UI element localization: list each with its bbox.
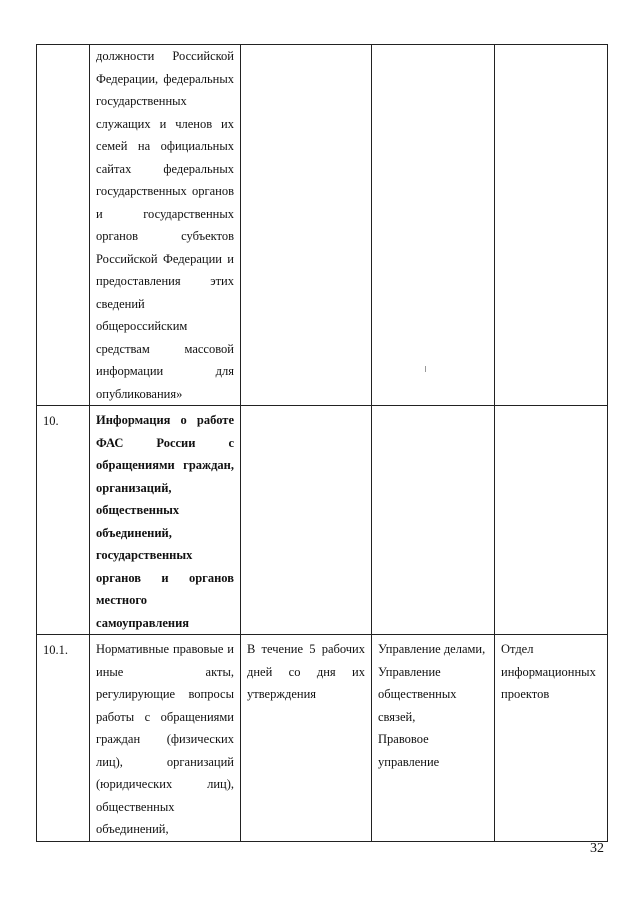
- responsible-line: Управление делами,: [378, 642, 486, 656]
- deadline-line: дней со дня их: [247, 664, 365, 679]
- description-cell: [90, 45, 241, 406]
- executor-cell: [495, 406, 608, 635]
- description-line: информации для: [96, 364, 234, 378]
- description-line: общественных: [96, 503, 180, 517]
- description-line: Нормативные правовые и: [96, 642, 234, 656]
- scan-mark: [425, 366, 426, 372]
- description-line: регулирующие вопросы: [96, 687, 234, 701]
- description-line: работы с обращениями: [96, 709, 234, 724]
- item-number-cell: [37, 45, 90, 406]
- item-number: 10.1.: [43, 643, 68, 657]
- description-line: опубликования»: [96, 386, 183, 401]
- description-line: сведений: [96, 296, 145, 311]
- deadline-line: В течение 5 рабочих: [247, 642, 365, 656]
- description-line: должности Российской: [96, 49, 234, 63]
- item-number-cell: [37, 406, 90, 635]
- table-row: [37, 45, 608, 406]
- description-line: государственных: [96, 94, 187, 108]
- description-line: обращениями граждан,: [96, 458, 234, 472]
- description-line: предоставления этих: [96, 274, 234, 288]
- description-line: объединений,: [96, 525, 172, 540]
- description-line: государственных органов: [96, 184, 234, 198]
- executor-cell: [495, 45, 608, 406]
- deadline-line: утверждения: [247, 687, 317, 701]
- item-number-cell: [37, 635, 90, 842]
- description-line: органов и органов: [96, 570, 234, 585]
- item-number: [37, 45, 89, 49]
- description-line: иные акты,: [96, 664, 234, 679]
- description-line: семей на официальных: [96, 139, 234, 153]
- description-line: ФАС России с: [96, 435, 234, 450]
- description-cell: [90, 635, 241, 842]
- table-row: [37, 635, 608, 842]
- description-line: средствам массовой: [96, 341, 234, 356]
- plan-table: [36, 44, 608, 842]
- description-line: сайтах федеральных: [96, 161, 234, 176]
- description-line: служащих и членов их: [96, 116, 234, 131]
- responsible-cell: [372, 45, 495, 406]
- responsible-line: Управление: [378, 664, 441, 679]
- executor-line: информационных: [501, 664, 596, 679]
- item-number: 10.: [43, 414, 59, 428]
- responsible-line: Правовое: [378, 732, 429, 746]
- responsible-line: управление: [378, 754, 440, 769]
- description-line: Российской Федерации и: [96, 251, 234, 266]
- deadline-cell: [241, 45, 372, 406]
- description-line: граждан (физических: [96, 732, 234, 746]
- description-line: и государственных: [96, 206, 234, 221]
- description-line: местного: [96, 593, 147, 607]
- table-row: [37, 406, 608, 635]
- executor-line: проектов: [501, 687, 550, 701]
- executor-cell: [495, 635, 608, 842]
- description-line: Информация о работе: [96, 413, 234, 427]
- deadline-cell: [241, 635, 372, 842]
- description-line: общероссийским: [96, 319, 188, 333]
- responsible-line: связей,: [378, 709, 416, 724]
- description-line: органов субъектов: [96, 229, 234, 243]
- executor-line: Отдел: [501, 642, 534, 656]
- responsible-cell: [372, 406, 495, 635]
- description-line: лиц), организаций: [96, 754, 234, 769]
- responsible-line: общественных: [378, 687, 457, 701]
- description-line: (юридических лиц),: [96, 777, 234, 791]
- description-cell: [90, 406, 241, 635]
- description-line: организаций,: [96, 480, 172, 495]
- description-line: объединений,: [96, 822, 169, 836]
- description-line: самоуправления: [96, 615, 190, 630]
- description-line: Федерации, федеральных: [96, 71, 234, 86]
- description-line: государственных: [96, 548, 193, 562]
- page-number: 32: [590, 841, 604, 856]
- responsible-cell: [372, 635, 495, 842]
- description-line: общественных: [96, 799, 175, 814]
- deadline-cell: [241, 406, 372, 635]
